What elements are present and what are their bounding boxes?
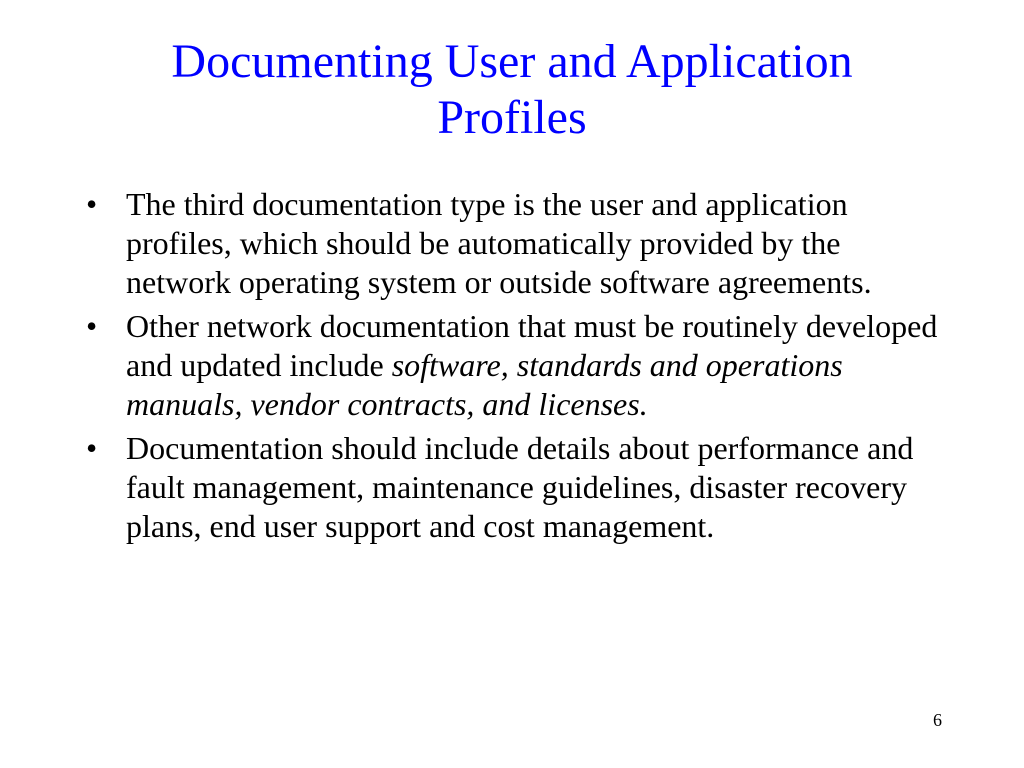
bullet-item-3 [86,429,946,546]
bullet-text-1: The third documentation type is the user and application profiles, which should be automatically provided by the network operating system or outside software agreements. [126,186,872,300]
bullet-text-3: Documentation should include details about performance and fault management, maintenance guidelines, disaster recovery plans, end user support and cost management. [126,430,914,544]
bullet-marker-icon: • [86,308,98,344]
slide-title [60,34,964,146]
bullet-marker-icon: • [86,430,98,466]
bullet-list [86,185,946,551]
slide-title-line-2: Profiles [437,91,587,144]
slide-title-line-1: Documenting User and Application [171,35,853,88]
bullet-item-2 [86,307,946,424]
bullet-text-2: Other network documentation that must be routinely developed and updated include [126,308,938,383]
bullet-item-1 [86,185,946,302]
bullet-text-2-italic: software, standards and operations manuals, vendor contracts, and licenses. [126,347,843,422]
page-number: 6 [933,710,942,730]
bullet-marker-icon: • [86,186,98,222]
